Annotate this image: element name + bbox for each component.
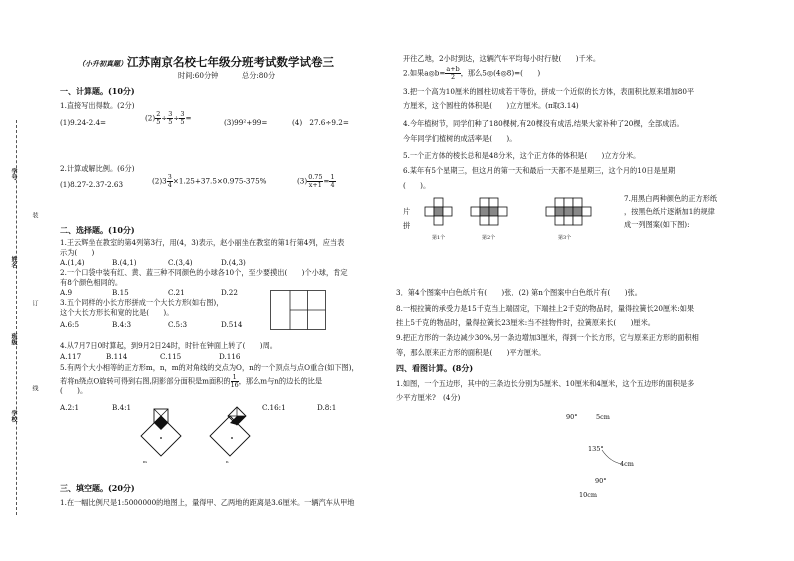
square-rotation-figure-2 (208, 406, 254, 466)
denominator: 5 (168, 118, 173, 126)
figure-label-n: n (226, 459, 229, 464)
square-rotation-figure-1 (138, 408, 184, 466)
s2-q5-line3: ( )。 (60, 386, 88, 395)
side-label-id: 学号 (10, 168, 17, 180)
s2-q5-line2-pre: 若将n绕点O旋转可得到右图,阴影部分面积是m面积的 (60, 376, 231, 386)
option: C.21 (168, 288, 185, 297)
option: C.5:3 (168, 320, 188, 329)
numerator: 1 (231, 374, 239, 382)
option: B.15 (112, 288, 129, 297)
denominator: 4 (167, 181, 172, 189)
seal-mark: 订 (31, 300, 38, 306)
option: B.114 (106, 352, 128, 361)
seal-mark: 装 (31, 212, 38, 218)
title-prefix: （小升初真题） (78, 59, 127, 68)
section-3-title: 三、填空题。(20分) (60, 483, 135, 493)
option: D.(4,3) (221, 258, 246, 267)
s3-q7-line3: 成一列图案(如下图): (624, 220, 690, 229)
pattern-caption-3: 第3个 (558, 235, 572, 241)
s2-q1-line2: 示为( ) (60, 248, 95, 257)
angle-label-90-bottom: 90° (595, 477, 607, 485)
angle-label-135: 135° (588, 445, 604, 453)
option: D.514 (221, 320, 243, 329)
equals: = (185, 113, 192, 123)
option: B.4:3 (112, 320, 132, 329)
s3-q6-line2: ( )。 (403, 181, 431, 190)
numerator: 3 (168, 110, 173, 118)
s3-q7-side-2: 拼 (403, 221, 411, 230)
side-label-name: 姓名 (10, 256, 17, 268)
seal-mark: 线 (31, 385, 38, 391)
denominator: x+1 (308, 181, 322, 189)
s3-q1-line1: 1.在一幅比例尺是1:5000000的地图上，量得甲、乙两地的距离是3.6厘米。一辆汽车从甲地 (60, 498, 355, 507)
section-2-title: 二、选择题。(10分) (60, 225, 135, 235)
option: B.(4,1) (112, 258, 137, 267)
title-text: 江苏南京名校七年级分班考试数学试卷三 (127, 55, 334, 69)
s2-q5-line1: 5.有两个大小相等的正方形m，n，m的对角线的交点为O，n的一个顶点与点O重合(如下图)， (60, 363, 359, 372)
s4-q1-line1: 1.如图，一个五边形，其中的三条边长分别为5厘米、10厘米和4厘米，这个五边形的面积是多 (396, 379, 695, 388)
exam-time: 时间:60分钟 (178, 71, 219, 80)
pattern-caption-2: 第2个 (482, 235, 496, 241)
denominator: 16 (230, 381, 239, 389)
pentagon-figure-fragment (600, 448, 630, 468)
s3-q7-line1: 7.用黑白两种颜色的正方形纸 (624, 194, 718, 203)
s2-q2-line1: 2.一个口袋中装有红、黄、蓝三种不同颜色的小球各10个，至少要摸出( )个小球，肯定 (60, 268, 348, 277)
fraction (445, 66, 460, 81)
s3-q8-line1: 8.一根拉簧的承受力是15千克当上端固定，下端挂上2千克的物品时，量得拉簧长20厘米:如果 (396, 304, 695, 313)
s2-q3-line1: 3.五个同样的小长方形拼成一个大长方形(如右图)， (60, 298, 224, 307)
option: A.117 (60, 352, 82, 361)
s3-q9-line2: 等，那么原来正方形的面积是( )平方厘米。 (396, 348, 546, 357)
fraction (307, 174, 323, 189)
option: C.115 (160, 352, 182, 361)
option: C.(3,4) (168, 258, 193, 267)
s3-q2-pre: 2.如果a◎b= (403, 68, 446, 78)
s3-q7-line4: 3．第4个图案中白色纸片有( )张．(2) 第n个图案中白色纸片有( )张。 (396, 288, 642, 297)
exam-score: 总分:80分 (242, 71, 276, 80)
s2-q1-line1: 1.王云辉坐在教室的第4列第3行，用(4，3)表示，赵小丽坐在教室的第1行第4列，应当表 (60, 238, 345, 247)
numerator: 2 (156, 110, 161, 118)
side-label-4cm: 4cm (620, 460, 634, 468)
s2-q5-line2 (60, 374, 322, 389)
numerator: 0.75 (308, 173, 323, 181)
numerator: 3 (167, 173, 172, 181)
s1-q2b (152, 174, 266, 189)
section-1-title: 一、计算题。(10分) (60, 86, 135, 96)
denominator: 2 (451, 73, 456, 81)
s1-q2b-post: ×1.25+37.5×0.975-375% (172, 176, 267, 186)
operator: ÷ (173, 113, 180, 123)
s3-q4-line2: 今年同学们植树的成活率是( )。 (403, 134, 517, 143)
option: D.8:1 (317, 403, 337, 412)
s3-q2-post: ，那么5◎(4◎8)=( ) (460, 68, 541, 78)
tile-pattern-figure (424, 196, 614, 232)
s3-q7-line2: ，按黑色纸片逐渐加1的规律 (624, 207, 715, 216)
numerator: 3 (180, 110, 185, 118)
fraction (231, 374, 239, 389)
numerator: 1 (330, 173, 335, 181)
side-label-school: 学校 (10, 410, 17, 422)
angle-label-90-top: 90° (566, 413, 578, 421)
s3-q2 (403, 66, 540, 81)
s1-q1c: (3)99²+99= (224, 118, 268, 127)
side-label-5cm: 5cm (596, 413, 610, 421)
pattern-caption-1: 第1个 (432, 235, 446, 241)
s3-q1-line2: 开往乙地，2小时到达，这辆汽车平均每小时行驶( )千米。 (403, 54, 601, 63)
option: B.4:1 (112, 403, 132, 412)
s4-q1-line2: 少平方厘米? (4分) (396, 393, 461, 402)
denominator: 4 (330, 181, 335, 189)
s1-q1b-pre: (2) (145, 113, 156, 123)
s1-q1: 1.直接写出得数。(2分) (60, 101, 135, 110)
s1-q2b-pre: (2)3 (152, 176, 167, 186)
s1-q1d: (4) 27.6÷9.2= (292, 118, 349, 127)
option: D.22 (221, 288, 238, 297)
s3-q6-line1: 6.某年有5个星期三，但这月的第一天和最后一天都不是星期三，这个月的10日是星期 (403, 166, 676, 175)
operator: ÷ (161, 113, 168, 123)
s1-q2: 2.计算或解比例。(6分) (60, 164, 135, 173)
numerator: a+b (446, 65, 460, 73)
s3-q5: 5.一个正方体的棱长总和是48分米，这个正方体的体积是( )立方分米。 (403, 151, 641, 160)
s3-q7-side-1: 片 (403, 207, 411, 216)
s1-q2a: (1)8.27-2.37-2.63 (60, 180, 124, 189)
s2-q3-line2: 这个大长方形长和宽的比是( )。 (60, 308, 174, 317)
s3-q8-line2: 挂上5千克的物品时，量得拉簧长23厘米:当不挂物件时，拉簧原来长( )厘米。 (396, 318, 655, 327)
s1-q1a: (1)9.24-2.4= (60, 118, 107, 127)
s1-q2c (297, 174, 336, 189)
option: A.6:5 (60, 320, 80, 329)
s3-q3-line2: 方厘米，这个圆柱的体积是( )立方厘米。(π取3.14) (403, 101, 579, 110)
page-title (78, 54, 334, 70)
side-label-10cm: 10cm (579, 491, 598, 499)
option: A.2:1 (60, 403, 80, 412)
s2-q4-line1: 4.从7月7日0时算起，到9月2日24时，时针在钟面上转了( )周。 (60, 341, 277, 350)
s2-q2-line2: 有8个颜色相同的。 (60, 278, 123, 287)
fraction (329, 174, 335, 189)
equals: = (323, 176, 330, 186)
option: D.116 (219, 352, 241, 361)
option: A.9 (60, 288, 73, 297)
rectangle-figure (270, 290, 326, 330)
figure-label-m: m (143, 459, 147, 464)
option: A.(1,4) (60, 258, 85, 267)
s3-q9-line1: 9.把正方形的一条边减少30%,另一条边增加3厘米，得到一个长方形，它与原来正方形的面积相 (396, 333, 699, 342)
s1-q2c-pre: (3) (297, 176, 308, 186)
denominator: 5 (180, 118, 185, 126)
denominator: 5 (156, 118, 161, 126)
section-4-title: 四、看图计算。(8分) (396, 363, 474, 373)
s1-q1b (145, 111, 192, 126)
s2-q5-line2-post: ，那么m与n的边长的比是 (238, 376, 323, 386)
side-label-class: 班级 (10, 333, 17, 345)
s3-q3-line1: 3.把一个高为10厘米的圆柱切成若干等份，拼成一个近似的长方体，表面积比原来增加80平 (403, 87, 695, 96)
s3-q4-line1: 4.今年植树节，同学们种了180棵树,有20棵没有成活,结果大家补种了20棵，全部成活。 (403, 119, 684, 128)
option: C.16:1 (262, 403, 286, 412)
